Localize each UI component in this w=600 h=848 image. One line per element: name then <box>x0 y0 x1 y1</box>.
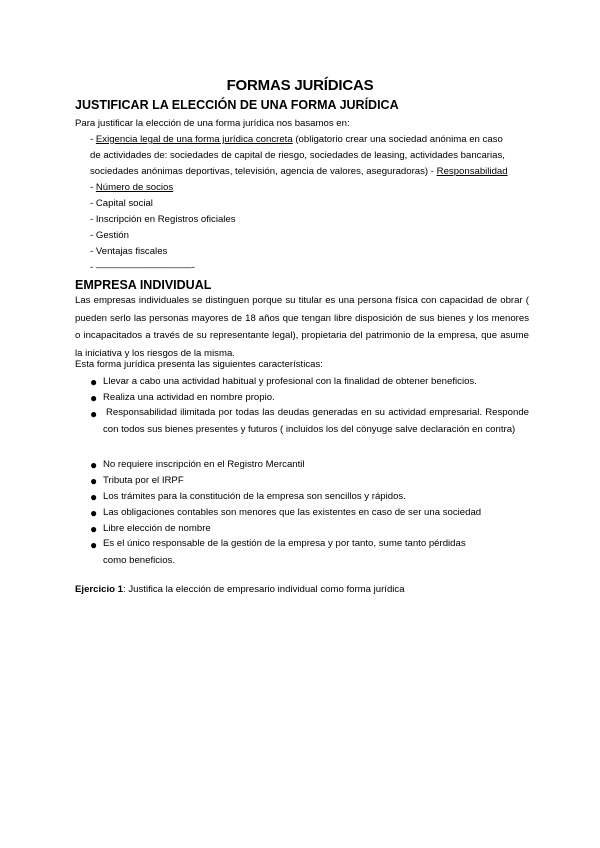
section1-intro: Para justificar la elección de una forma jurídica nos basamos en: <box>75 118 350 129</box>
criteria-item-1-line-3-text: sociedades anónimas deportivas, televisión, agencia de valores, aseguradoras) - <box>90 166 437 177</box>
criteria-item-1-line-1 <box>90 134 503 145</box>
criteria-item-1-line-2: de actividades de: sociedades de capital de riesgo, sociedades de leasing, actividades bancarias, <box>90 150 505 161</box>
bullet-glyph: ● <box>90 375 98 389</box>
criteria-item-1-rest: (obligatorio crear una sociedad anónima en caso <box>292 134 503 145</box>
criteria-item-4: - Inscripción en Registros oficiales <box>90 214 236 225</box>
bullet-glyph: ● <box>90 458 98 472</box>
criteria-item-1-line-3 <box>90 166 508 177</box>
characteristic-item-1: Llevar a cabo una actividad habitual y profesional con la finalidad de obtener beneficios. <box>103 376 477 387</box>
exercise-label: Ejercicio 1 <box>75 584 123 595</box>
criteria-item-7: - ——————————- <box>90 262 195 273</box>
criteria-item-6: - Ventajas fiscales <box>90 246 168 257</box>
characteristics-intro: Esta forma jurídica presenta las siguientes características: <box>75 359 323 370</box>
exercise-1 <box>75 584 405 595</box>
page-title: FORMAS JURÍDICAS <box>226 77 374 94</box>
exercise-text: Justifica la elección de empresario individual como forma jurídica <box>128 584 405 595</box>
criteria-item-3: - Capital social <box>90 198 153 209</box>
characteristic-item-7: Las obligaciones contables son menores que las existentes en caso de ser una sociedad <box>103 507 482 518</box>
bullet-glyph: ● <box>90 474 98 488</box>
characteristic-item-5: Tributa por el IRPF <box>103 475 184 486</box>
bullet-glyph: ● <box>90 538 98 552</box>
characteristic-item-9: Es el único responsable de la gestión de la empresa y por tanto, sume tanto pérdidas como beneficios. <box>103 538 466 566</box>
criteria-item-5: - Gestión <box>90 230 129 241</box>
characteristic-item-4: No requiere inscripción en el Registro Mercantil <box>103 459 305 470</box>
list-dash: - <box>90 134 96 145</box>
bullet-glyph: ● <box>90 522 98 536</box>
characteristic-item-6: Los trámites para la constitución de la empresa son sencillos y rápidos. <box>103 491 406 502</box>
section-heading-justificar: JUSTIFICAR LA ELECCIÓN DE UNA FORMA JURÍDICA <box>75 98 399 112</box>
bullet-glyph: ● <box>90 506 98 520</box>
exercise-colon: : <box>123 584 129 595</box>
bullet-glyph: ● <box>90 407 98 421</box>
numero-socios-text: Número de socios <box>95 182 174 193</box>
criteria-item-2 <box>90 182 173 193</box>
bullet-glyph: ● <box>90 490 98 504</box>
exigencia-legal-text: Exigencia legal de una forma jurídica concreta <box>95 134 293 145</box>
characteristic-item-3: Responsabilidad ilimitada por todas las deudas generadas en su actividad empresarial. Responde con todos sus bienes presentes y futuros ( incluidos los del cónyuge salve declaración en contra) <box>103 407 529 435</box>
empresa-individual-paragraph: Las empresas individuales se distinguen porque su titular es una persona física con capacidad de obrar ( pueden serlo las personas mayores de 18 años que tengan libre disposición de sus bienes y los menores o incapacitados a través de su representante legal), propietaria del patrimonio de la empresa, que asume la iniciativa y los riesgos de la misma. <box>75 295 529 359</box>
characteristic-item-2: Realiza una actividad en nombre propio. <box>103 392 275 403</box>
section-heading-empresa-individual: EMPRESA INDIVIDUAL <box>75 278 212 292</box>
bullet-glyph: ● <box>90 391 98 405</box>
characteristic-item-8: Libre elección de nombre <box>103 523 211 534</box>
list-dash: - <box>90 182 96 193</box>
responsabilidad-text: Responsabilidad <box>436 166 508 177</box>
